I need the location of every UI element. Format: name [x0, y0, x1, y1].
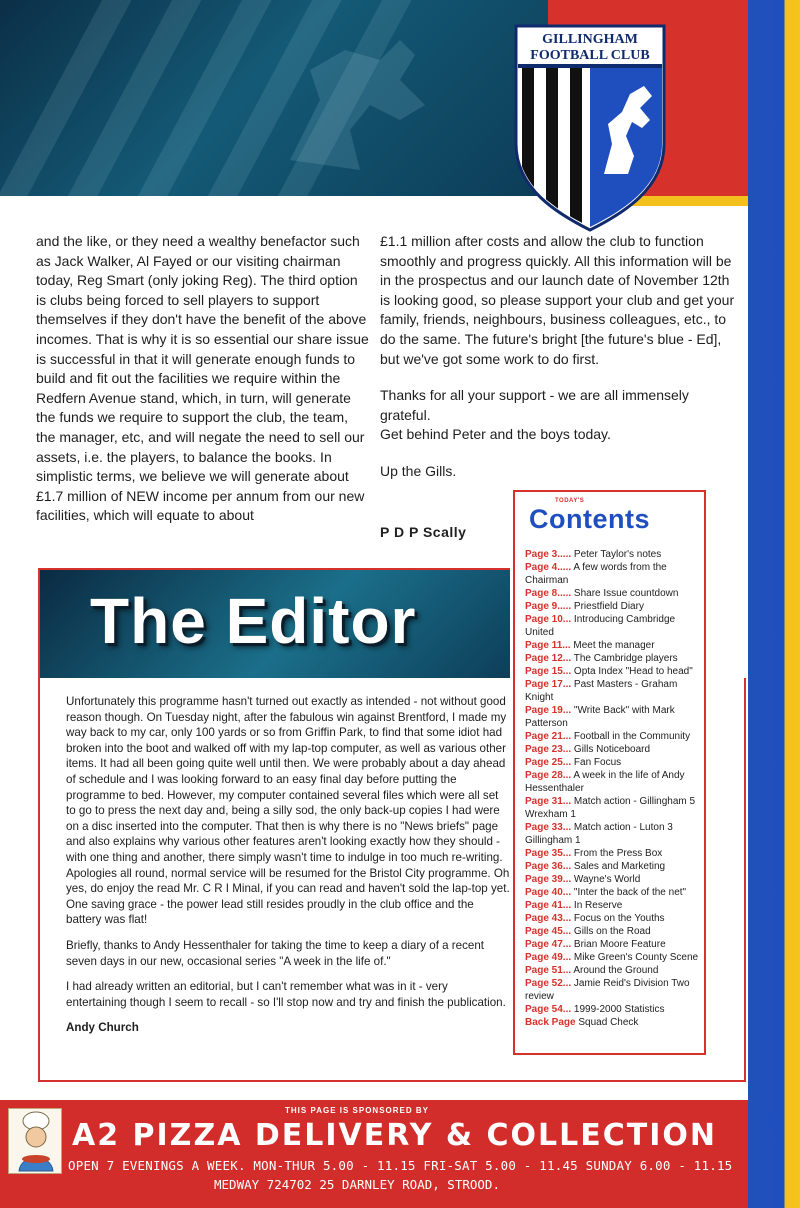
contents-item-page: Page 19...	[525, 705, 572, 716]
sponsored-by-label: THIS PAGE IS SPONSORED BY	[285, 1106, 429, 1115]
club-crest	[512, 24, 668, 234]
contents-item-title: Opta Index "Head to head"	[571, 666, 693, 677]
contents-item	[525, 1003, 705, 1016]
contents-item-page: Page 15...	[525, 666, 572, 677]
contents-item-page: Page 52...	[525, 978, 572, 989]
contents-item-page: Page 41...	[525, 900, 572, 911]
contents-item-title: Share Issue countdown	[571, 588, 679, 599]
crest-title-line2: FOOTBALL CLUB	[530, 48, 650, 63]
editor-banner	[38, 568, 510, 678]
horse-watermark-icon	[250, 10, 470, 190]
contents-item	[525, 730, 705, 743]
contents-box	[513, 490, 706, 1055]
contents-item	[525, 977, 705, 1003]
contents-item-title: Gills on the Road	[571, 926, 651, 937]
contents-item	[525, 587, 705, 600]
contents-item	[525, 743, 705, 756]
contents-item	[525, 639, 705, 652]
article-left-column: and the like, or they need a wealthy benefactor such as Jack Walker, Al Fayed or our visiting chairman today, Reg Smart (only joking Reg). The third option is clubs being forced to sell players to support themselves if they don't have the benefit of the above incomes. That is why it is so essential our share issue is successful in that it will generate enough funds to build and fit out the facilities we require within the Redfern Avenue stand, which, in turn, will generate the funds we require to support the club, the team, the manager, etc, and will negate the need to sell our assets, i.e. the players, to balance the books. In simplistic terms, we believe we will generate about £1.7 million of NEW income per annum from our new facilities, which will equate to about	[36, 233, 369, 524]
contents-item-title: In Reserve	[571, 900, 623, 911]
contents-item-page: Page 49...	[525, 952, 572, 963]
contents-item-page: Page 4.....	[525, 562, 572, 573]
contents-item	[525, 548, 705, 561]
contents-item-title: Squad Check	[575, 1017, 639, 1028]
contents-item-title: 1999-2000 Statistics	[571, 1004, 665, 1015]
contents-item-title: Gills Noticeboard	[571, 744, 651, 755]
contents-item	[525, 704, 705, 730]
contents-item-page: Page 47...	[525, 939, 572, 950]
contents-item-title: Match action - Luton 3 Gillingham 1	[525, 822, 673, 846]
contents-item-title: From the Press Box	[571, 848, 663, 859]
contents-item-title: Brian Moore Feature	[571, 939, 666, 950]
contents-item-title: Match action - Gillingham 5 Wrexham 1	[525, 796, 696, 820]
article-paragraph	[380, 386, 740, 445]
contents-item	[525, 756, 705, 769]
top-banner-image	[0, 0, 548, 196]
chef-logo	[8, 1108, 62, 1174]
blue-side-strip	[748, 0, 800, 1208]
editor-paragraph: I had already written an editorial, but I can't remember what was in it - very entertaining though I seem to recall - so I'll stop now and try and finish the publication.	[66, 980, 506, 1009]
sponsor-footer	[0, 1100, 748, 1208]
sponsor-hours: OPEN 7 EVENINGS A WEEK. MON-THUR 5.00 - 11.15 FRI-SAT 5.00 - 11.45 SUNDAY 6.00 - 11.15	[68, 1158, 733, 1173]
contents-item-page: Page 39...	[525, 874, 572, 885]
contents-item-page: Back Page	[525, 1017, 576, 1028]
article-paragraph: £1.1 million after costs and allow the club to function smoothly and progress quickly. All this information will be in the prospectus and our launch date of November 12th is looking good, so please support your club and get your family, friends, neighbours, business colleagues, etc., to do the same. The future's bright [the future's blue - Ed], but we've got some work to do first.	[380, 233, 735, 367]
contents-item	[525, 678, 705, 704]
contents-item-page: Page 40...	[525, 887, 572, 898]
contents-item-title: Priestfield Diary	[571, 601, 644, 612]
contents-item	[525, 860, 705, 873]
chef-icon	[9, 1109, 63, 1175]
article-signature: P D P Scally	[380, 524, 467, 540]
contents-item-page: Page 36...	[525, 861, 572, 872]
crest-title	[512, 32, 668, 64]
contents-item-title: The Cambridge players	[571, 653, 678, 664]
contents-item-title: Past Masters - Graham Knight	[525, 679, 678, 703]
contents-item-title: Wayne's World	[571, 874, 641, 885]
contents-item	[525, 873, 705, 886]
contents-item	[525, 665, 705, 678]
contents-item-title: A week in the life of Andy Hessenthaler	[525, 770, 685, 794]
contents-item-title: Meet the manager	[570, 640, 655, 651]
article-behind: Get behind Peter and the boys today.	[380, 426, 611, 443]
contents-item	[525, 1016, 705, 1029]
contents-item-page: Page 35...	[525, 848, 572, 859]
editor-paragraph: Briefly, thanks to Andy Hessenthaler for taking the time to keep a diary of a recent seven days in our new, occasional series "A week in the life of."	[66, 938, 485, 968]
contents-item-title: "Inter the back of the net"	[571, 887, 687, 898]
article-right-column	[380, 232, 740, 499]
contents-item	[525, 600, 705, 613]
contents-item-page: Page 51...	[525, 965, 572, 976]
contents-item-title: Focus on the Youths	[571, 913, 665, 924]
contents-item-page: Page 12...	[525, 653, 572, 664]
article-thanks: Thanks for all your support - we are all immensely grateful.	[380, 387, 689, 423]
editor-title: The Editor	[90, 585, 417, 657]
contents-item-title: Fan Focus	[571, 757, 622, 768]
contents-item	[525, 847, 705, 860]
contents-item-page: Page 21...	[525, 731, 572, 742]
contents-item	[525, 951, 705, 964]
contents-item	[525, 769, 705, 795]
contents-item	[525, 925, 705, 938]
contents-item-page: Page 9.....	[525, 601, 572, 612]
article-paragraph: Up the Gills.	[380, 462, 457, 479]
contents-todays: TODAY'S	[555, 498, 585, 504]
contents-item-page: Page 3.....	[525, 549, 572, 560]
contents-heading: Contents	[529, 504, 650, 534]
contents-item	[525, 613, 705, 639]
contents-item	[525, 821, 705, 847]
contents-item	[525, 899, 705, 912]
contents-item-title: Football in the Community	[571, 731, 691, 742]
contents-list	[525, 548, 705, 1029]
contents-item-title: Peter Taylor's notes	[571, 549, 662, 560]
contents-item-page: Page 10...	[525, 614, 572, 625]
contents-item-page: Page 25...	[525, 757, 572, 768]
contents-item	[525, 886, 705, 899]
contents-item-page: Page 33...	[525, 822, 572, 833]
contents-item-page: Page 23...	[525, 744, 572, 755]
contents-item	[525, 964, 705, 977]
contents-item-page: Page 31...	[525, 796, 572, 807]
contents-item	[525, 912, 705, 925]
contents-item-title: "Write Back" with Mark Patterson	[525, 705, 675, 729]
contents-item	[525, 938, 705, 951]
contents-item-page: Page 45...	[525, 926, 572, 937]
sponsor-address: MEDWAY 724702 25 DARNLEY ROAD, STROOD.	[214, 1177, 500, 1192]
contents-item	[525, 652, 705, 665]
contents-item-title: Sales and Marketing	[571, 861, 666, 872]
editor-signature: Andy Church	[66, 1021, 139, 1035]
crest-title-line1: GILLINGHAM	[542, 32, 638, 47]
page-number: 5	[766, 1108, 779, 1133]
contents-item-title: Mike Green's County Scene	[571, 952, 699, 963]
contents-item	[525, 795, 705, 821]
contents-item-page: Page 17...	[525, 679, 572, 690]
contents-item-page: Page 43...	[525, 913, 572, 924]
contents-item-title: A few words from the Chairman	[525, 562, 667, 586]
contents-item-page: Page 8.....	[525, 588, 572, 599]
contents-item-page: Page 54...	[525, 1004, 572, 1015]
sponsor-title: A2 PIZZA DELIVERY & COLLECTION	[72, 1118, 717, 1153]
contents-item-title: Jamie Reid's Division Two review	[525, 978, 690, 1002]
editor-body	[66, 694, 510, 1046]
contents-item	[525, 561, 705, 587]
contents-item-title: Around the Ground	[571, 965, 659, 976]
editor-paragraph: Unfortunately this programme hasn't turned out exactly as intended - not without good reason though. On Tuesday night, after the fabulous win against Brentford, I made my way back to my car, only 100 yards or so from Griffin Park, to find that some idiot had broken into the boot and walked off with my lap-top computer, as well as various other items. It had all been going quite well until then. We were probably about a day ahead of schedule and I was looking forward to an easy final day before putting the programme to bed. However, my computer contained several files which were all set to go to press the next day and, being a silly sod, the only back-up copies I had were on a disc inserted into the computer. That then is why there is no "News briefs" page and also explains why various other features aren't looking exactly how they should - with one thing and another, there simply wasn't time to indulge in too much re-writing. Apologies all round, normal service will be resumed for the Bristol City programme. Oh yes, do enjoy the read Mr. C R I Minal, if you can read and haven't sold the lap-top yet. One saving grace - the power lead still resides proudly in the club office and the battery was flat!	[66, 695, 510, 927]
contents-item-page: Page 28...	[525, 770, 572, 781]
contents-item-page: Page 11...	[525, 640, 571, 651]
contents-item-title: Introducing Cambridge United	[525, 614, 676, 638]
